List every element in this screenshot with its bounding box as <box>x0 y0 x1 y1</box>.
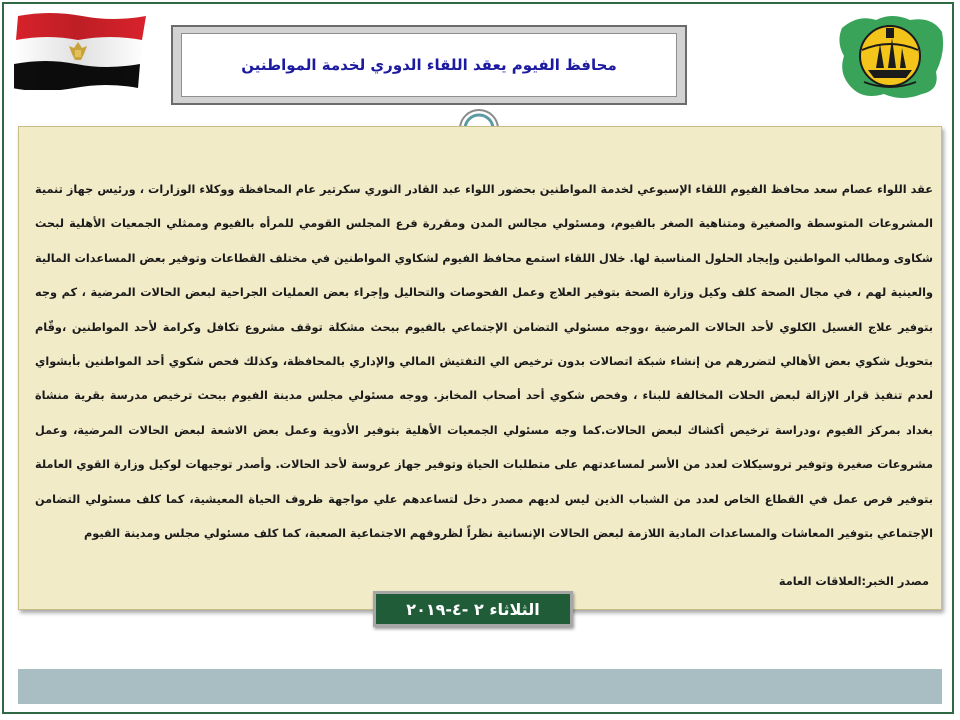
date-label: الثلاثاء ٢ -٤-٢٠١٩ <box>406 599 540 619</box>
article-body: عقد اللواء عصام سعد محافظ الفيوم اللقاء الإسبوعي لخدمة المواطنين بحضور اللواء عبد القادر النوري سكرتير عام المحافظة ووكلاء الوزارات ، ورئيس جهاز تنمية المشروعات المتوسطة والصغيرة ومتناهية الصغر بالفيوم، ومسئولي مجالس المدن ومقررة فرع المجلس القومي للمرأه بالفيوم وممثلي الجمعيات الأهلية لبحث شكاوى ومطالب المواطنين وإيجاد الحلول المناسبة لها. خلال اللقاء استمع محافظ الفيوم لشكاوي المواطنين في مختلف القطاعات وتوفير بعض المساعدات المالية والعينية لهم ، في مجال الصحة كلف وكيل وزارة الصحة بتوفير العلاج وعمل الفحوصات والتحاليل وإجراء بعض العمليات الجراحية لبعض الحالات المرضية ، كم وجه بتوفير علاج الغسيل الكلوي لأحد الحالات المرضية ،ووجه مسئولي التضامن الإجتماعي بالفيوم ببحث مشكلة توقف مشروع تكافل وكرامة لأحد المواطنين ،وقّام بتحويل شكوي بعض الأهالي لتضررهم من إنشاء شبكة اتصالات بدون ترخيص الي التفتيش المالي والإداري بالمحافظة، وكذلك فحص شكوي أحد المواطنين بأبشواي لعدم تنفيذ قرار الإزالة لبعض الحلات المخالفة للبناء ، وفحص شكوي أحد أصحاب المخابز. ووجه مسئولي مجلس مدينة الفيوم ببحث ترخيص مدرسة بقرية منشاة بغداد بمركز الفيوم ،ودراسة ترخيص أكشاك لبعض الحالات.كما وجه مسئولي الجمعيات الأهلية بتوفير الأدوية وعمل بعض الاشعة لبعض الحالات المرضية، وعمل مشروعات صغيرة وتوفير تروسيكلات لعدد من الأسر لمساعدتهم على متطلبات الحياة وتوفير جهاز عروسة لأحد الحالات. وأصدر توجيهات لوكيل وزارة القوي العاملة بتوفير فرص عمل في القطاع الخاص لعدد من الشباب الذين ليس لديهم مصدر دخل لتساعدهم علي مواجهة ظروف الحياة المعيشية، كما كلف مسئولي التضامن الإجتماعي بتوفير المعاشات والمساعدات المادية اللازمة لبعض الحالات الإنسانية نظراً لظروفهم الاجتماعية الصعبة، كما كلف مسئولي مجلس ومدينة الفيوم <box>35 183 933 541</box>
title-inner <box>181 33 677 97</box>
footer-bar <box>18 669 942 704</box>
article-panel <box>18 126 942 610</box>
date-badge <box>373 591 573 627</box>
title-box <box>171 25 687 105</box>
article-source: مصدر الخبر:العلاقات العامة <box>778 575 929 588</box>
page-title: محافظ الفيوم يعقد اللقاء الدوري لخدمة المواطنين <box>241 56 617 74</box>
fayoum-governorate-logo-icon <box>836 8 948 102</box>
egypt-flag-icon <box>14 10 146 90</box>
